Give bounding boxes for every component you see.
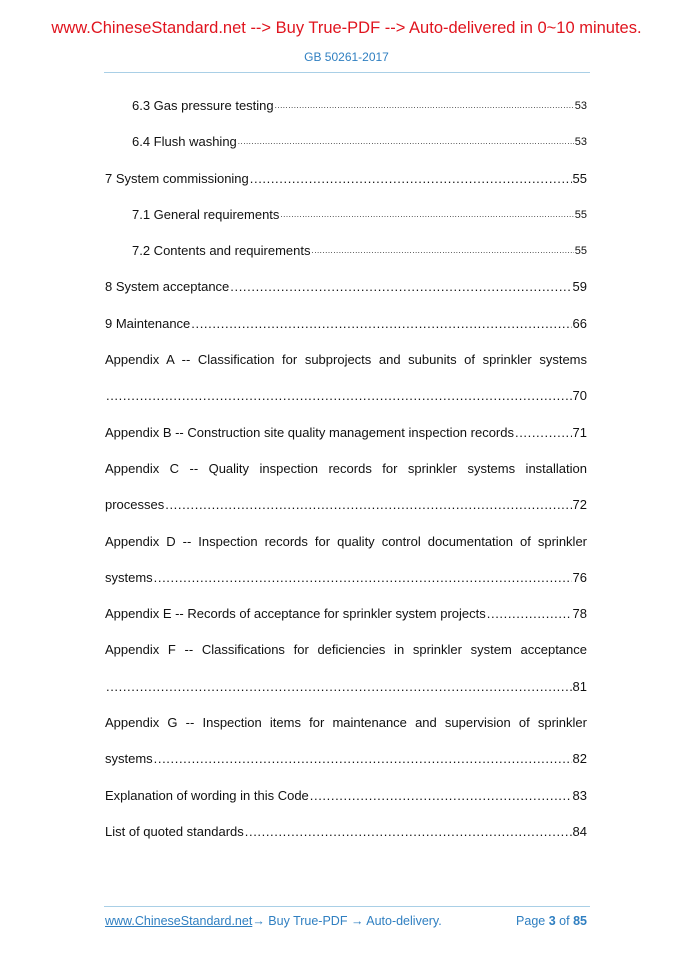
toc-page-number: 81 xyxy=(572,678,587,694)
toc-entry-title-line[interactable]: Appendix D -- Inspection records for quality control documentation of sprinkler xyxy=(105,533,587,549)
toc-entry[interactable] xyxy=(105,385,587,421)
toc-entry-title: 7.1 General requirements xyxy=(132,206,280,222)
toc-page-number: 84 xyxy=(572,823,587,839)
toc-entry-title: Appendix E -- Records of acceptance for sprinkler system projects xyxy=(105,606,486,622)
toc-entry-title-line[interactable]: Appendix G -- Inspection items for maintenance and supervision of sprinkler xyxy=(105,715,587,731)
toc-entry-title: 7 System commissioning xyxy=(105,170,249,186)
toc-entry[interactable] xyxy=(105,785,587,821)
toc-entry-title: 8 System acceptance xyxy=(105,279,230,295)
dot-leader xyxy=(191,314,571,349)
promo-banner[interactable]: www.ChineseStandard.net --> Buy True-PDF --> Auto-delivered in 0~10 minutes. xyxy=(51,19,642,37)
toc-page-number: 71 xyxy=(572,424,587,440)
toc-entry[interactable] xyxy=(105,676,587,712)
toc-page-number: 55 xyxy=(572,170,587,186)
footer-text: → Buy True-PDF → Auto-delivery. xyxy=(252,914,442,928)
toc-entry-title-line[interactable]: Appendix A -- Classification for subprojects and subunits of sprinkler systems xyxy=(105,352,587,368)
dot-leader xyxy=(106,677,572,712)
toc-entry[interactable] xyxy=(105,240,587,276)
dot-leader xyxy=(154,568,572,603)
header-divider xyxy=(104,72,590,73)
dot-leader xyxy=(487,604,572,639)
dot-leader xyxy=(310,786,572,821)
toc-entry[interactable] xyxy=(105,131,587,167)
toc-entry-title: systems xyxy=(105,569,153,585)
dot-leader xyxy=(250,169,572,204)
toc-page-number: 59 xyxy=(572,279,587,295)
toc-entry-title: Appendix B -- Construction site quality management inspection records xyxy=(105,424,514,440)
toc-page-number: 76 xyxy=(572,569,587,585)
toc-entry[interactable] xyxy=(105,168,587,204)
toc-page-number: 55 xyxy=(574,208,587,221)
dot-leader xyxy=(106,386,572,421)
toc-entry[interactable] xyxy=(105,748,587,784)
toc-entry-title-line[interactable]: Appendix C -- Quality inspection records for sprinkler systems installation xyxy=(105,460,587,476)
dot-leader xyxy=(515,423,572,458)
toc-entry[interactable] xyxy=(105,603,587,639)
toc-entry-title: systems xyxy=(105,751,153,767)
dot-leader xyxy=(238,132,574,167)
toc-entry-title: Explanation of wording in this Code xyxy=(105,787,309,803)
toc-entry-title: List of quoted standards xyxy=(105,823,244,839)
toc-entry-title: 9 Maintenance xyxy=(105,315,191,331)
toc-page-number: 66 xyxy=(572,315,587,331)
toc-entry[interactable] xyxy=(105,313,587,349)
dot-leader xyxy=(275,96,574,131)
footer-divider xyxy=(104,906,590,907)
toc-page-number: 55 xyxy=(574,245,587,258)
toc-entry-title: 6.3 Gas pressure testing xyxy=(132,98,274,113)
dot-leader xyxy=(280,205,573,240)
toc-entry-title: 6.4 Flush washing xyxy=(132,134,237,150)
toc-entry[interactable] xyxy=(105,422,587,458)
dot-leader xyxy=(154,749,572,784)
document-code: GB 50261-2017 xyxy=(304,50,389,64)
toc-page-number: 53 xyxy=(574,100,587,112)
toc-page-number: 70 xyxy=(572,388,587,404)
page-footer xyxy=(105,914,587,928)
page-number: Page 3 of 85 xyxy=(516,914,587,928)
toc-page-number: 83 xyxy=(572,787,587,803)
dot-leader xyxy=(230,277,571,312)
toc-page-number: 78 xyxy=(572,606,587,622)
toc-entry[interactable] xyxy=(105,276,587,312)
dot-leader xyxy=(245,822,572,857)
toc-entry-title: processes xyxy=(105,497,165,513)
toc-entry[interactable] xyxy=(105,494,587,530)
toc-page-number: 82 xyxy=(572,751,587,767)
toc-entry[interactable] xyxy=(105,821,587,857)
dot-leader xyxy=(312,241,574,276)
toc-entry-title-line[interactable]: Appendix F -- Classifications for deficiencies in sprinkler system acceptance xyxy=(105,642,587,658)
footer-link[interactable]: www.ChineseStandard.net xyxy=(105,914,253,928)
toc-entry[interactable] xyxy=(105,95,587,131)
dot-leader xyxy=(165,495,571,530)
toc-entry[interactable] xyxy=(105,204,587,240)
toc-page-number: 53 xyxy=(574,136,587,149)
toc-page-number: 72 xyxy=(572,497,587,513)
toc-entry-title: 7.2 Contents and requirements xyxy=(132,243,311,259)
toc-entry[interactable] xyxy=(105,567,587,603)
table-of-contents xyxy=(105,95,587,857)
